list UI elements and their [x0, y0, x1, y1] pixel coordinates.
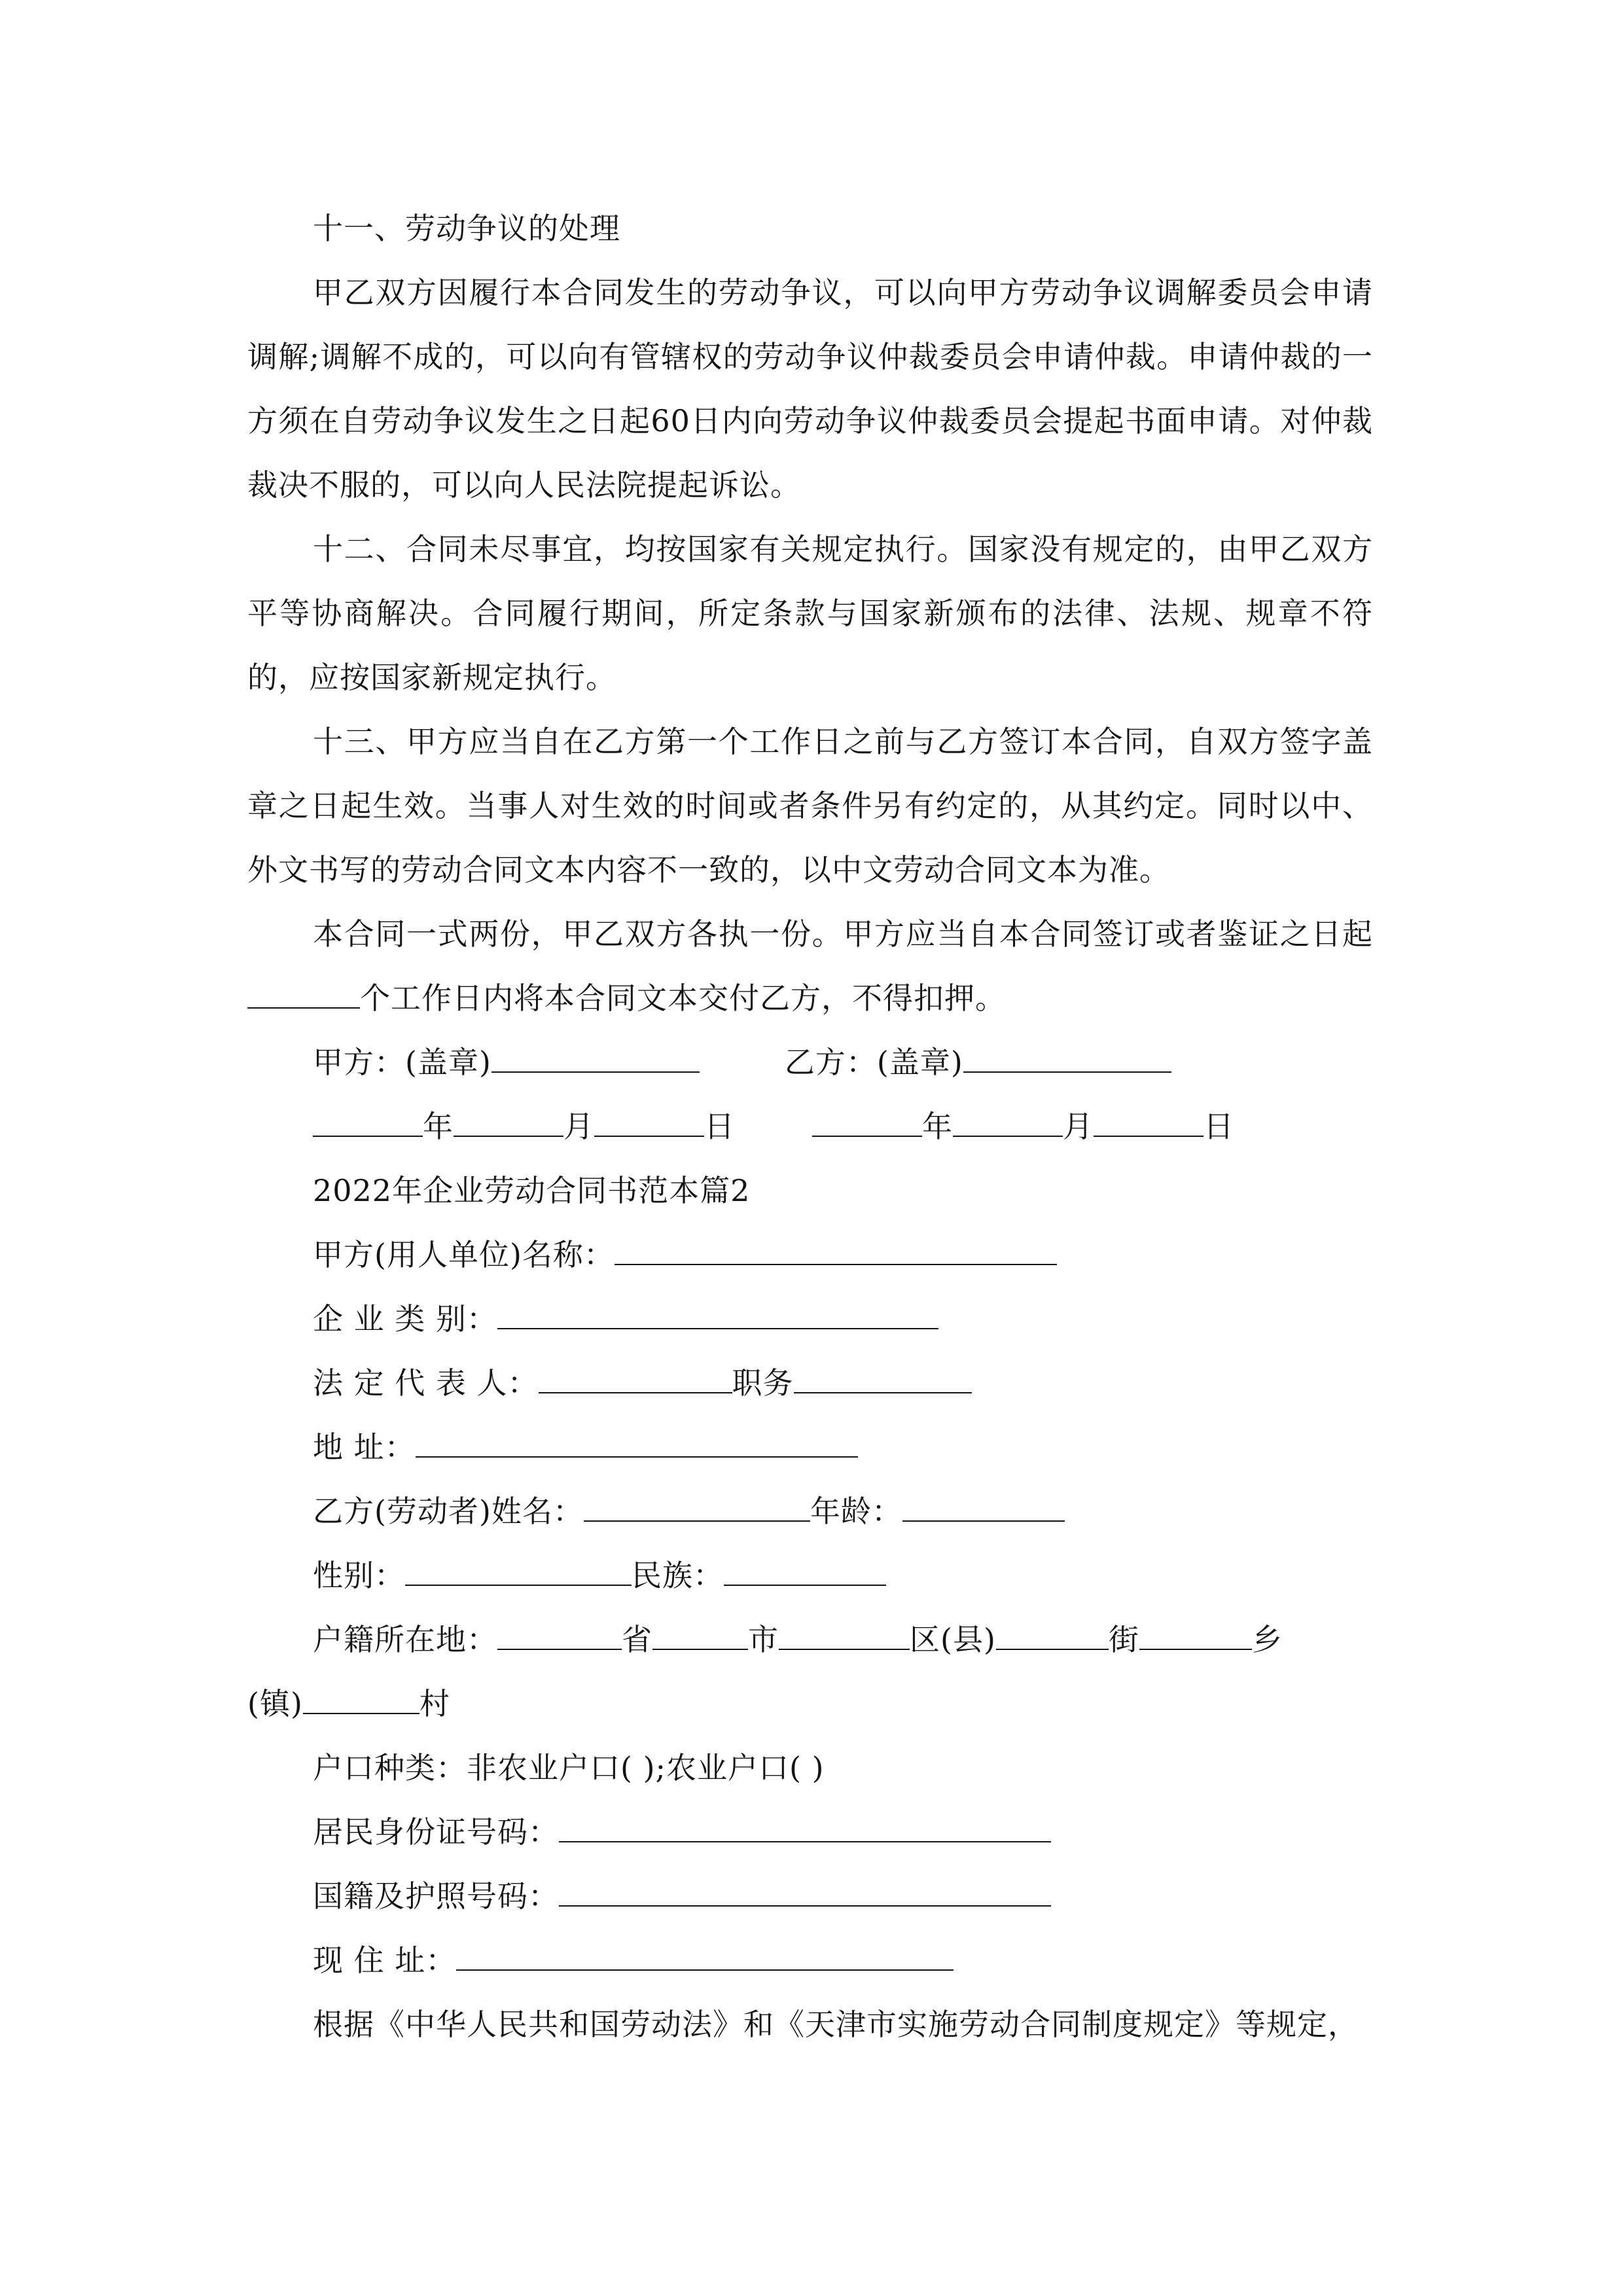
gender-blank [405, 1549, 632, 1586]
village-label: 村 [419, 1686, 450, 1721]
party-a-day-label: 日 [704, 1109, 735, 1144]
district-label: 区(县) [910, 1622, 996, 1657]
id-number-blank [559, 1806, 1051, 1842]
document-body [247, 196, 1373, 2056]
workdays-blank [247, 972, 360, 1009]
party-b-month-label: 月 [1063, 1109, 1094, 1144]
address-blank [416, 1421, 858, 1458]
section-11-paragraph: 甲乙双方因履行本合同发生的劳动争议，可以向甲方劳动争议调解委员会申请调解;调解不成的，可以向有管辖权的劳动争议仲裁委员会申请仲裁。申请仲裁的一方须在自劳动争议发生之日起60日内向劳动争议仲裁委员会提起书面申请。对仲裁裁决不服的，可以向人民法院提起诉讼。 [247, 275, 1373, 503]
legal-rep-label: 法 定 代 表 人： [313, 1365, 539, 1401]
employer-name-line [247, 1223, 1373, 1287]
copies-text-part2: 个工作日内将本合同文本交付乙方，不得扣押。 [360, 980, 1006, 1016]
enterprise-type-blank [497, 1293, 938, 1329]
party-b-seal-blank [963, 1036, 1171, 1073]
age-label: 年龄： [810, 1494, 902, 1529]
enterprise-type-label: 企 业 类 别： [313, 1301, 497, 1336]
enterprise-type-line [247, 1287, 1373, 1351]
legal-rep-line [247, 1351, 1373, 1415]
town-village-line [247, 1672, 1373, 1736]
province-label: 省 [622, 1622, 652, 1657]
id-number-label: 居民身份证号码： [313, 1814, 559, 1850]
nationality-passport-label: 国籍及护照号码： [313, 1878, 559, 1914]
party-b-year-label: 年 [922, 1109, 953, 1144]
nationality-passport-line [247, 1864, 1373, 1928]
legal-rep-blank [539, 1357, 732, 1393]
employee-name-line [247, 1479, 1373, 1543]
legal-basis-line: 根据《中华人民共和国劳动法》和《天津市实施劳动合同制度规定》等规定， [313, 2007, 1359, 2042]
employer-name-blank [615, 1229, 1057, 1265]
party-a-seal-label: 甲方：(盖章) [313, 1045, 491, 1080]
party-b-day-label: 日 [1204, 1109, 1234, 1144]
party-a-day-blank [594, 1100, 704, 1137]
current-address-line [247, 1928, 1373, 1992]
employee-name-label: 乙方(劳动者)姓名： [313, 1494, 584, 1529]
employee-name-blank [584, 1485, 810, 1522]
hukou-location-line [247, 1607, 1373, 1672]
gender-label: 性别： [313, 1558, 405, 1593]
ethnicity-blank [724, 1549, 886, 1586]
current-address-blank [456, 1934, 954, 1971]
party-a-seal-blank [491, 1036, 700, 1073]
contract-2-title: 2022年企业劳动合同书范本篇2 [313, 1173, 751, 1208]
position-blank [794, 1357, 972, 1393]
town-blank [303, 1677, 419, 1714]
id-number-line [247, 1800, 1373, 1864]
street-label: 街 [1108, 1622, 1139, 1657]
party-a-year-label: 年 [423, 1109, 454, 1144]
province-blank [497, 1613, 622, 1650]
address-line [247, 1415, 1373, 1479]
ethnicity-label: 民族： [632, 1558, 724, 1593]
party-b-seal-label: 乙方：(盖章) [784, 1045, 963, 1080]
section-11-heading: 十一、劳动争议的处理 [313, 211, 620, 246]
age-blank [902, 1485, 1065, 1522]
current-address-label: 现 住 址： [313, 1943, 457, 1978]
employer-name-label: 甲方(用人单位)名称： [313, 1237, 615, 1272]
township-blank [1139, 1613, 1252, 1650]
hukou-location-label: 户籍所在地： [313, 1622, 497, 1657]
signature-seal-line [247, 1030, 1373, 1094]
party-b-year-blank [812, 1100, 922, 1137]
town-label: (镇) [247, 1686, 303, 1721]
party-a-month-blank [454, 1100, 563, 1137]
nationality-passport-blank [559, 1870, 1051, 1907]
street-blank [996, 1613, 1109, 1650]
hukou-type-line: 户口种类：非农业户口( );农业户口( ) [313, 1750, 825, 1785]
city-label: 市 [748, 1622, 779, 1657]
district-blank [779, 1613, 910, 1650]
copies-paragraph [247, 902, 1373, 1030]
party-b-month-blank [953, 1100, 1063, 1137]
address-label: 地 址： [313, 1429, 416, 1465]
signature-date-line [247, 1094, 1373, 1158]
party-a-year-blank [313, 1100, 423, 1137]
section-13-paragraph: 十三、甲方应当自在乙方第一个工作日之前与乙方签订本合同，自双方签字盖章之日起生效。当事人对生效的时间或者条件另有约定的，从其约定。同时以中、外文书写的劳动合同文本内容不一致的，以中文劳动合同文本为准。 [247, 724, 1373, 888]
city-blank [652, 1613, 748, 1650]
section-12-paragraph: 十二、合同未尽事宜，均按国家有关规定执行。国家没有规定的，由甲乙双方平等协商解决。合同履行期间，所定条款与国家新颁布的法律、法规、规章不符的，应按国家新规定执行。 [247, 531, 1373, 695]
gender-ethnicity-line [247, 1543, 1373, 1607]
position-label: 职务 [732, 1365, 794, 1401]
copies-text-part1: 本合同一式两份，甲乙双方各执一份。甲方应当自本合同签订或者鉴证之日起 [313, 916, 1373, 952]
township-label: 乡 [1251, 1622, 1283, 1657]
party-a-month-label: 月 [563, 1109, 594, 1144]
party-b-day-blank [1094, 1100, 1204, 1137]
